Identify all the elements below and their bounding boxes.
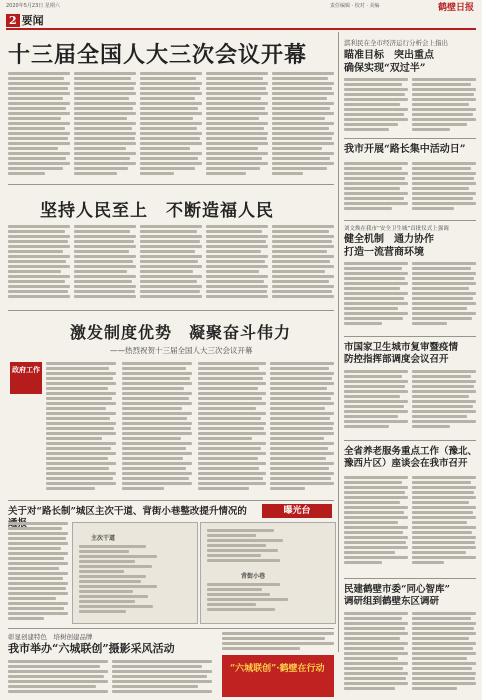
right-story-headline: 我市开展“路长集中活动日” (344, 144, 466, 155)
divider (344, 336, 476, 337)
divider (344, 138, 476, 139)
group-text (207, 583, 329, 619)
article-text-block (206, 72, 268, 178)
article-text-block (412, 162, 476, 214)
divider (8, 310, 334, 311)
article-text-block (412, 476, 476, 572)
article-text-block (272, 225, 334, 303)
opinion-subheadline: ——热烈祝贺十三届全国人大三次会议开幕 (110, 346, 253, 355)
article-text-block (412, 370, 476, 434)
article-text-block (46, 362, 116, 492)
group-main-roads: 主次干道 (91, 535, 116, 542)
page-header (0, 0, 482, 13)
article-text-block (344, 78, 408, 132)
editor-meta: 责任编辑 · 校对 · 美编 (330, 3, 380, 9)
commentary-seal: 政府工作 (10, 362, 42, 394)
article-text-block (222, 632, 334, 652)
right-story-headline: 瞄准目标 突出重点 确保实现“双过半” (344, 50, 434, 74)
article-text-block (74, 225, 136, 303)
article-text-block (272, 72, 334, 178)
notice-headline: 关于对“路长制”城区主次干道、背街小巷整改提升情况的 (8, 506, 247, 517)
road-structure-block (72, 522, 198, 624)
article-text-block (344, 476, 408, 572)
article-text-block (344, 370, 408, 434)
issue-date: 2020年5月23日 星期六 (6, 3, 60, 9)
alley-structure-block (200, 522, 336, 624)
divider (8, 184, 334, 185)
right-story-kicker: 淇利民在全市经济运行分析会上指出 (344, 39, 448, 47)
column-divider (338, 32, 339, 652)
campaign-banner-title: “六城联创”·鹤壁在行动 (230, 664, 325, 674)
article-text-block (112, 660, 212, 698)
header-rule (6, 28, 476, 30)
right-story-headline: 全省养老服务重点工作（豫北、 豫西片区）座谈会在我市召开 (344, 446, 478, 469)
group-text (79, 545, 191, 617)
article-text-block (140, 225, 202, 303)
article-text-block (140, 72, 202, 178)
right-story-kicker: 刘文焕在我市“安全卫生城”首批仪式上强调 (344, 226, 449, 232)
article-text-block (8, 522, 68, 622)
article-text-block (412, 262, 476, 330)
bottom-story-kicker: 彰显创建特色 培树创建品牌 (8, 633, 93, 641)
section-label (6, 12, 44, 28)
article-text-block (206, 225, 268, 303)
campaign-banner (222, 655, 334, 697)
group-alleys: 背街小巷 (241, 573, 266, 580)
section-name: 要闻 (21, 14, 44, 27)
bottom-story-headline: 我市举办“六城联创”摄影采风活动 (8, 642, 175, 655)
article-text-block (8, 660, 108, 698)
group-text (207, 529, 329, 567)
right-story-headline: 民建鹤壁市委“同心智库” 调研组到鹤壁东区调研 (344, 584, 450, 607)
article-text-block (198, 362, 266, 492)
article-text-block (344, 612, 408, 696)
article-text-block (344, 162, 408, 214)
divider (8, 500, 334, 501)
article-text-block (344, 262, 408, 330)
section-number: 2 (6, 14, 20, 27)
opinion-headline: 激发制度优势 凝聚奋斗伟力 (70, 323, 292, 342)
article-text-block (270, 362, 334, 492)
newspaper-brand: 鹤壁日报 (437, 3, 474, 13)
divider (8, 628, 334, 629)
article-text-block (412, 78, 476, 132)
exposure-badge: 曝光台 (262, 504, 332, 518)
article-text-block (8, 225, 70, 303)
divider (344, 220, 476, 221)
divider (344, 578, 476, 579)
divider (344, 440, 476, 441)
main-headline: 十三届全国人大三次会议开幕 (8, 42, 308, 68)
secondary-headline: 坚持人民至上 不断造福人民 (40, 201, 274, 221)
article-text-block (8, 72, 70, 178)
article-text-block (412, 612, 476, 696)
article-text-block (74, 72, 136, 178)
right-story-headline: 市国家卫生城市复审暨疫情 防控指挥部调度会议召开 (344, 342, 459, 365)
article-text-block (122, 362, 192, 492)
right-story-headline: 健全机制 通力协作 打造一流营商环境 (344, 234, 434, 258)
